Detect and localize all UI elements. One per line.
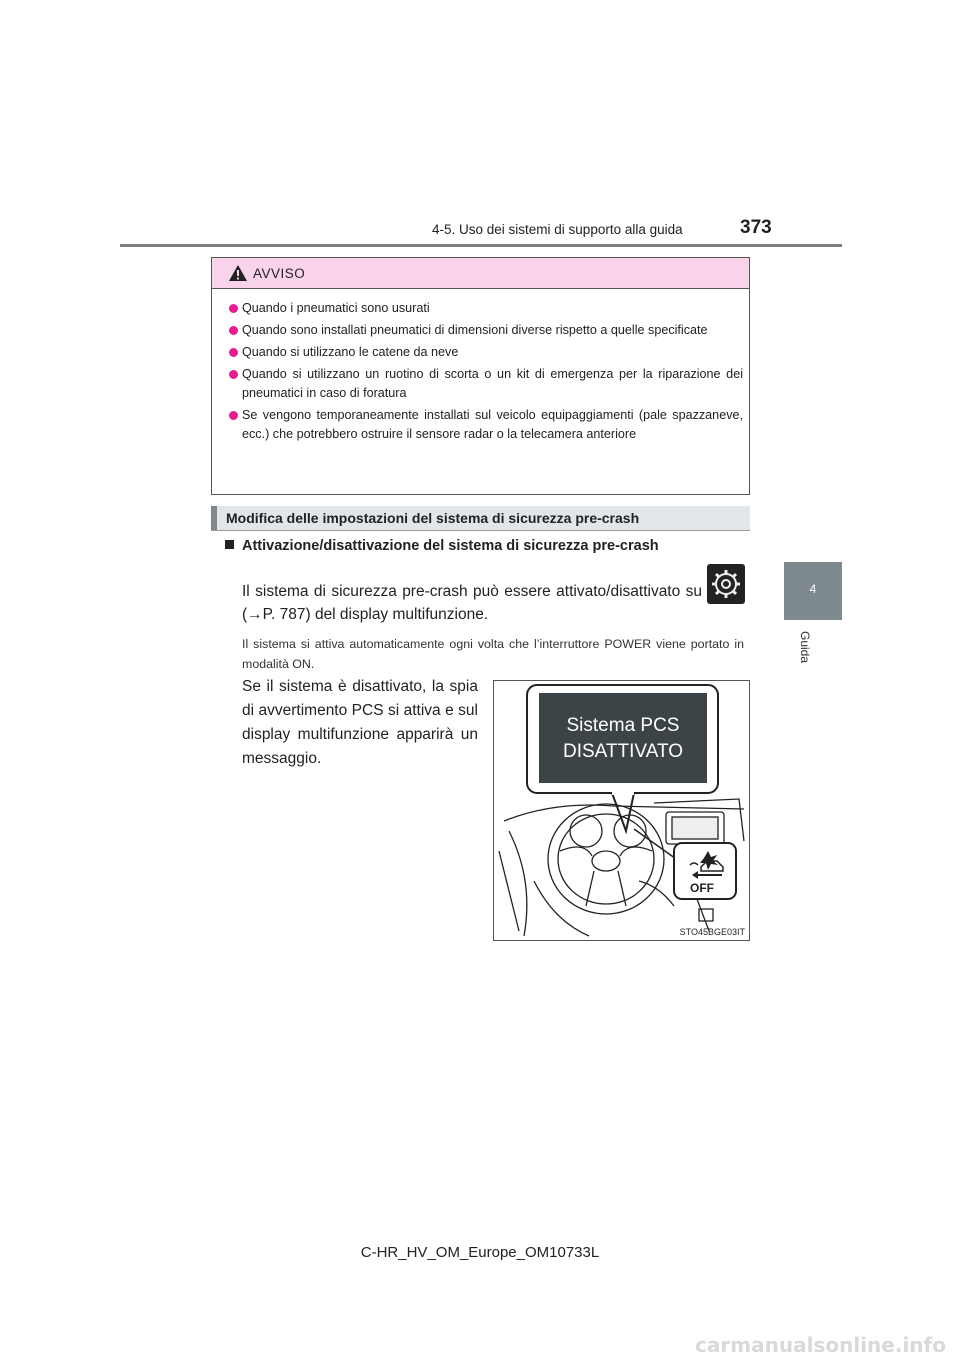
bullet-icon bbox=[229, 370, 238, 379]
section-bar bbox=[211, 506, 750, 530]
paragraph-2-line: di avvertimento PCS si attiva e sul bbox=[242, 702, 478, 719]
paragraph-line-1: Il sistema di sicurezza pre-crash può essere attivato/disattivato su bbox=[242, 583, 702, 600]
settings-gear-icon bbox=[707, 564, 745, 604]
warning-item: Se vengono temporaneamente installati sul veicolo equipaggiamenti (pale spazzaneve, ecc.) che potrebbero ostruire il sensore radar o la telecamera anteriore bbox=[229, 406, 743, 444]
note: Il sistema si attiva automaticamente ogni volta che l’interruttore POWER viene portato in modalità ON. bbox=[242, 637, 744, 671]
gear-icon bbox=[707, 564, 745, 604]
header-rule bbox=[120, 244, 842, 247]
paragraph-2-line: messaggio. bbox=[242, 750, 322, 767]
warning-triangle-icon bbox=[228, 264, 248, 282]
display-line-1: Sistema PCS bbox=[566, 715, 680, 736]
subheading: Attivazione/disattivazione del sistema di sicurezza pre-crash bbox=[225, 538, 659, 554]
warning-header bbox=[212, 258, 749, 289]
section-accent bbox=[211, 506, 217, 530]
warning-item: Quando si utilizzano un ruotino di scorta o un kit di emergenza per la riparazione dei pneumatici in caso di foratura bbox=[229, 365, 743, 403]
warning-item: Quando sono installati pneumatici di dimensioni diverse rispetto a quelle specificate bbox=[229, 321, 743, 340]
section-rule bbox=[211, 530, 750, 531]
paragraph-2-line: Se il sistema è disattivato, la spia bbox=[242, 678, 478, 695]
header-section-title: 4-5. Uso dei sistemi di supporto alla guida bbox=[432, 222, 683, 237]
watermark: carmanualsonline.info bbox=[695, 1333, 946, 1357]
bullet-icon bbox=[229, 326, 238, 335]
bullet-icon bbox=[229, 304, 238, 313]
footer-doc-id: C-HR_HV_OM_Europe_OM10733L bbox=[360, 1244, 600, 1261]
paragraph-2-line: display multifunzione apparirà un bbox=[242, 726, 478, 743]
chapter-number: 4 bbox=[809, 582, 817, 596]
chapter-label: Guida bbox=[798, 630, 813, 664]
chapter-label-container bbox=[797, 626, 827, 672]
pcs-figure bbox=[493, 680, 750, 941]
bullet-icon bbox=[229, 411, 238, 420]
warning-body bbox=[212, 289, 749, 444]
switch-off-label: OFF bbox=[690, 881, 714, 895]
paragraph-2 bbox=[242, 675, 478, 771]
display-line-2: DISATTIVATO bbox=[563, 741, 683, 762]
square-bullet-icon bbox=[225, 540, 234, 549]
chapter-tab bbox=[784, 562, 842, 620]
page-number: 373 bbox=[740, 217, 772, 238]
warning-item: Quando si utilizzano le catene da neve bbox=[229, 343, 743, 362]
warning-box bbox=[211, 257, 750, 495]
bullet-icon bbox=[229, 348, 238, 357]
section-title: Modifica delle impostazioni del sistema di sicurezza pre-crash bbox=[226, 510, 640, 526]
warning-item: Quando i pneumatici sono usurati bbox=[229, 299, 743, 318]
warning-label: AVVISO bbox=[253, 266, 306, 281]
figure-code: STO45BGE03IT bbox=[679, 927, 745, 937]
paragraph-line-2: (→P. 787) del display multifunzione. bbox=[242, 606, 489, 623]
